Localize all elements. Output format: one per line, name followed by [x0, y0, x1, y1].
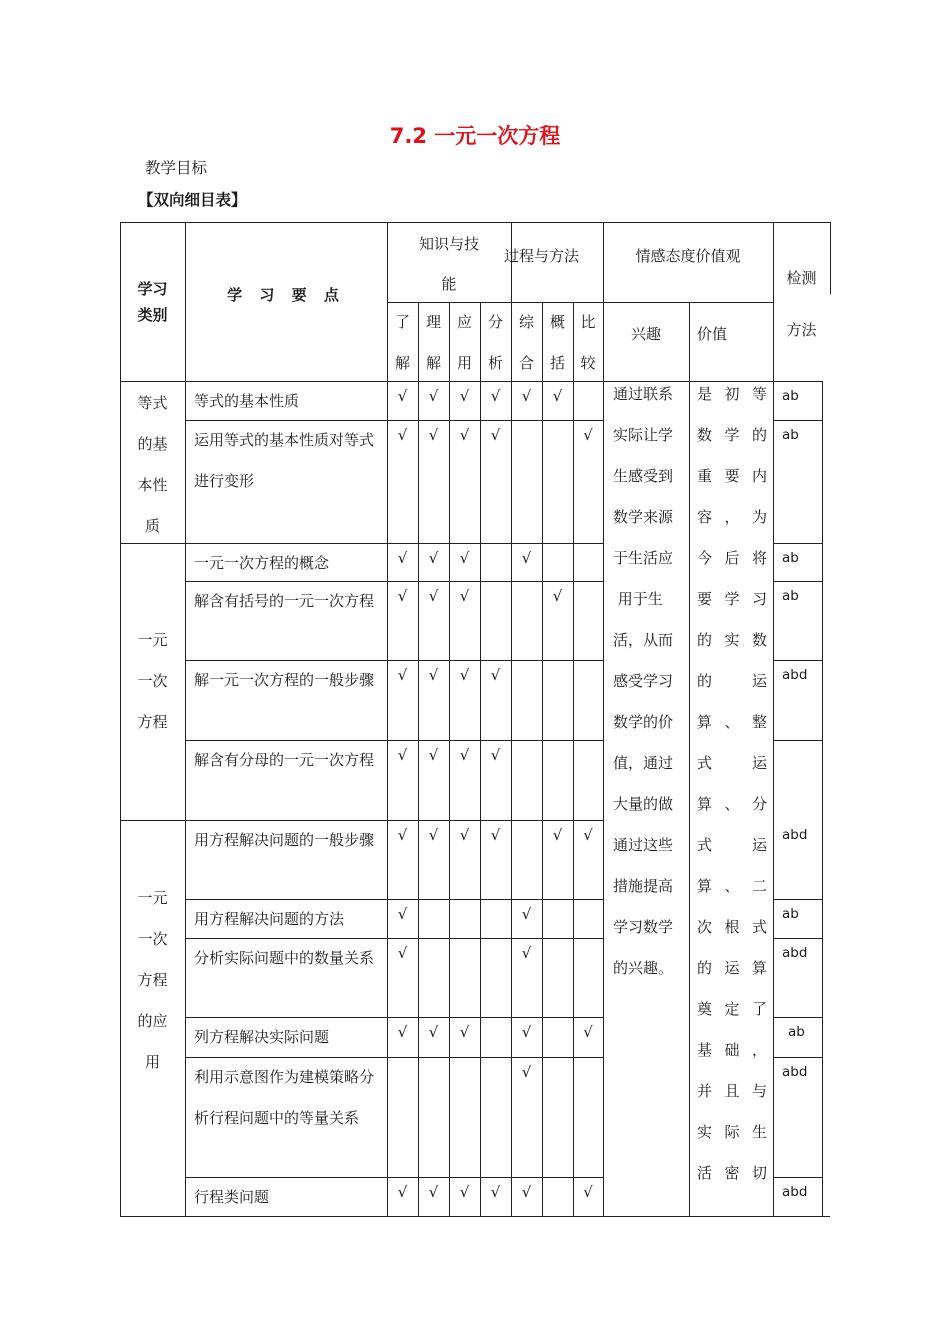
header-subcol-5 — [542, 302, 573, 381]
value-line — [697, 948, 767, 989]
check-mark: √ — [428, 1183, 439, 1201]
check-mark: √ — [552, 826, 563, 844]
interest-line: 生感受到 — [613, 467, 674, 485]
row-point-7 — [194, 899, 382, 938]
check-mark: √ — [397, 826, 408, 844]
check-mark: √ — [459, 1023, 470, 1041]
group-category-line: 一次 — [137, 930, 168, 948]
interest-line: 的兴趣。 — [613, 959, 674, 977]
value-char: 的 — [751, 426, 767, 444]
value-char: 与 — [751, 1082, 767, 1100]
check-mark: √ — [397, 387, 408, 405]
value-char: 次 — [697, 918, 713, 936]
table-rule — [603, 222, 604, 1217]
value-char: 是 — [697, 385, 713, 403]
value-char: 学 — [724, 590, 740, 608]
header-subcol-char: 析 — [487, 354, 503, 372]
row-check-9: ab — [788, 1024, 805, 1040]
row-point-10 — [194, 1057, 382, 1177]
interest-line: 学习数学 — [613, 918, 674, 936]
value-line — [697, 866, 767, 907]
row-check-4: abd — [782, 667, 808, 683]
header-subcol-char: 较 — [580, 354, 596, 372]
table-rule — [120, 1216, 830, 1217]
header-subcol-char: 合 — [518, 354, 534, 372]
row-point-4 — [194, 660, 382, 740]
table-rule — [773, 899, 822, 900]
header-interest: 兴趣 — [630, 325, 661, 343]
check-mark: √ — [428, 1023, 439, 1041]
check-mark: √ — [521, 1063, 532, 1081]
row-point-line: 进行变形 — [194, 472, 255, 490]
value-char: 整 — [751, 713, 767, 731]
table-rule — [773, 1057, 822, 1058]
value-char: 、 — [724, 795, 740, 813]
value-char: 实 — [724, 631, 740, 649]
table-rule — [773, 222, 830, 223]
value-char: 式 — [697, 836, 713, 854]
table-rule — [120, 543, 603, 544]
check-mark: √ — [490, 426, 501, 444]
value-char: 且 — [724, 1082, 740, 1100]
header-subcol-char: 括 — [549, 354, 565, 372]
value-char: 运 — [751, 672, 767, 690]
check-mark: √ — [490, 826, 501, 844]
check-mark: √ — [490, 1183, 501, 1201]
row-point-line: 用方程解决问题的方法 — [194, 910, 345, 928]
row-point-6 — [194, 820, 382, 899]
value-char: 等 — [751, 385, 767, 403]
row-point-line: 利用示意图作为建模策略分 — [194, 1068, 375, 1086]
header-knowledge-line: 知识与技 — [418, 235, 479, 253]
check-mark: √ — [583, 1183, 593, 1201]
interest-line: 数学来源 — [613, 508, 674, 526]
value-char: 、 — [724, 713, 740, 731]
row-check-6: abd — [782, 827, 808, 843]
row-point-3 — [194, 581, 382, 660]
table-rule — [773, 740, 822, 741]
row-point-8 — [194, 938, 382, 1017]
row-point-line: 解含有括号的一元一次方程 — [194, 592, 375, 610]
table-rule — [418, 302, 419, 1217]
row-point-line: 行程类问题 — [194, 1188, 270, 1206]
group-category-0 — [120, 383, 185, 547]
table-rule — [185, 222, 186, 1217]
value-char: 为 — [751, 508, 767, 526]
value-char: 活 — [697, 1164, 713, 1182]
row-point-line: 用方程解决问题的一般步骤 — [194, 831, 375, 849]
value-char: 础 — [724, 1041, 740, 1059]
value-line — [697, 415, 767, 456]
value-char: 定 — [724, 1000, 740, 1018]
header-category-line: 类别 — [137, 306, 168, 324]
header-subcol-char: 应 — [456, 313, 472, 331]
value-char: 初 — [724, 385, 740, 403]
table-rule — [511, 222, 512, 1217]
check-mark: √ — [428, 387, 439, 405]
check-mark: √ — [521, 905, 532, 923]
value-line — [697, 784, 767, 825]
value-char: 奠 — [697, 1000, 713, 1018]
header-subcol-char: 解 — [425, 354, 441, 372]
value-char: 重 — [697, 467, 713, 485]
header-subcol-char: 分 — [487, 313, 503, 331]
row-point-line: 解含有分母的一元一次方程 — [194, 751, 375, 769]
value-char: 分 — [751, 795, 767, 813]
header-subcol-6 — [573, 302, 603, 381]
check-mark: √ — [428, 826, 439, 844]
table-rule — [185, 660, 603, 661]
table-rule — [773, 420, 822, 421]
table-rule — [185, 420, 603, 421]
row-point-5 — [194, 740, 382, 820]
value-char: 密 — [724, 1164, 740, 1182]
header-subcol-1 — [418, 302, 449, 381]
value-char: ， — [751, 1041, 767, 1059]
check-mark: √ — [521, 1023, 532, 1041]
check-mark: √ — [459, 387, 470, 405]
value-char: 后 — [724, 549, 740, 567]
value-char — [724, 743, 739, 784]
section-label: 教学目标 — [145, 159, 208, 177]
header-process: 过程与方法 — [503, 247, 579, 265]
table-rule — [185, 1177, 603, 1178]
value-char: 数 — [697, 426, 713, 444]
interest-line: 通过这些 — [613, 836, 674, 854]
check-mark: √ — [397, 1023, 408, 1041]
value-char: 并 — [697, 1082, 713, 1100]
value-char: 根 — [724, 918, 740, 936]
value-line — [697, 1112, 767, 1153]
header-subcol-char: 综 — [518, 313, 534, 331]
check-mark: √ — [583, 426, 593, 444]
check-mark: √ — [428, 746, 439, 764]
interest-line: 值，通过 — [613, 754, 674, 772]
value-line — [697, 620, 767, 661]
check-mark: √ — [459, 826, 470, 844]
value-line — [697, 1153, 767, 1194]
row-check-10: abd — [782, 1064, 808, 1080]
header-subcol-char: 用 — [456, 354, 472, 372]
interest-text — [613, 374, 685, 989]
value-char: 的 — [697, 631, 713, 649]
interest-line: 大量的做 — [613, 795, 674, 813]
row-point-11 — [194, 1177, 382, 1216]
value-line — [697, 907, 767, 948]
value-text — [697, 374, 767, 1194]
header-subcol-3 — [480, 302, 511, 381]
check-mark: √ — [459, 666, 470, 684]
group-category-line: 一元 — [137, 631, 168, 649]
table-rule — [480, 302, 481, 1217]
group-category-line: 的应 — [137, 1012, 168, 1030]
table-rule — [773, 222, 774, 1217]
page-title: 7.2 一元一次方程 — [389, 124, 561, 148]
row-point-line: 一元一次方程的概念 — [194, 554, 330, 572]
row-point-2 — [194, 543, 382, 581]
value-char: 习 — [751, 590, 767, 608]
header-check — [773, 252, 830, 342]
check-mark: √ — [583, 1023, 593, 1041]
row-check-0: ab — [782, 388, 799, 404]
table-rule — [773, 581, 822, 582]
value-line — [697, 702, 767, 743]
table-rule — [185, 581, 603, 582]
table-rule — [773, 1177, 822, 1178]
row-check-3: ab — [782, 588, 799, 604]
header-subcol-char: 解 — [394, 354, 410, 372]
value-line — [697, 579, 767, 620]
group-category-1 — [120, 620, 185, 743]
interest-line: 于生活应 — [613, 549, 674, 567]
interest-line: 通过联系 — [613, 385, 674, 403]
header-check-line: 方法 — [786, 321, 817, 339]
row-point-0 — [194, 381, 382, 420]
check-mark: √ — [490, 387, 501, 405]
check-mark: √ — [459, 549, 470, 567]
check-mark: √ — [397, 426, 408, 444]
row-point-line: 解一元一次方程的一般步骤 — [194, 671, 375, 689]
header-subcol-4 — [511, 302, 542, 381]
row-check-2: ab — [782, 550, 799, 566]
table-caption: 【双向细目表】 — [138, 190, 247, 209]
value-char: 内 — [751, 467, 767, 485]
check-mark: √ — [459, 1183, 470, 1201]
group-category-line: 方程 — [137, 971, 168, 989]
interest-line: 用于生 — [613, 590, 663, 608]
value-char: 算 — [751, 959, 767, 977]
check-mark: √ — [552, 387, 563, 405]
table-rule — [120, 222, 121, 1217]
row-check-7: ab — [782, 906, 799, 922]
value-char: 要 — [724, 467, 740, 485]
value-line — [697, 1071, 767, 1112]
value-char: 算 — [697, 877, 713, 895]
header-subcol-char: 概 — [549, 313, 565, 331]
value-char: 基 — [697, 1041, 713, 1059]
value-char: 的 — [697, 672, 713, 690]
interest-line: 感受学习 — [613, 672, 674, 690]
check-mark: √ — [397, 666, 408, 684]
table-rule — [387, 222, 388, 1217]
row-point-line: 等式的基本性质 — [194, 392, 300, 410]
value-char: 今 — [697, 549, 713, 567]
table-rule — [185, 740, 603, 741]
value-char: ， — [724, 508, 740, 526]
check-mark: √ — [428, 587, 439, 605]
header-subcol-char: 了 — [394, 313, 410, 331]
header-value: 价值 — [697, 325, 728, 343]
row-point-1 — [194, 420, 382, 543]
check-mark: √ — [521, 549, 532, 567]
value-char: 的 — [697, 959, 713, 977]
group-category-2 — [120, 878, 185, 1083]
table-rule — [830, 222, 831, 294]
value-char: 运 — [751, 836, 767, 854]
table-rule — [185, 899, 603, 900]
header-category-line: 学习 — [137, 280, 168, 298]
value-char: 际 — [724, 1123, 740, 1141]
check-mark: √ — [428, 549, 439, 567]
group-category-line: 一元 — [137, 889, 168, 907]
interest-line: 措施提高 — [613, 877, 674, 895]
value-line — [697, 989, 767, 1030]
row-check-11: abd — [782, 1184, 808, 1200]
header-check-line: 检测 — [786, 269, 817, 287]
table-rule — [822, 381, 823, 1217]
value-char: 切 — [751, 1164, 767, 1182]
group-category-line: 本性 — [137, 476, 168, 494]
value-line — [697, 1030, 767, 1071]
check-mark: √ — [397, 944, 408, 962]
header-subcol-0 — [387, 302, 418, 381]
check-mark: √ — [490, 666, 501, 684]
check-mark: √ — [397, 1183, 408, 1201]
table-rule — [185, 1017, 603, 1018]
check-mark: √ — [490, 746, 501, 764]
value-char: 学 — [724, 426, 740, 444]
check-mark: √ — [459, 587, 470, 605]
check-mark: √ — [521, 387, 532, 405]
table-rule — [185, 1057, 603, 1058]
header-knowledge-line: 能 — [441, 275, 457, 293]
group-category-line: 方程 — [137, 713, 168, 731]
header-subcol-char: 理 — [425, 313, 441, 331]
row-point-line: 分析实际问题中的数量关系 — [194, 949, 375, 967]
value-char: 式 — [751, 918, 767, 936]
table-rule — [120, 381, 822, 382]
row-point-line: 析行程问题中的等量关系 — [194, 1109, 360, 1127]
table-rule — [185, 938, 603, 939]
value-char: 算 — [697, 713, 713, 731]
group-category-line: 的基 — [137, 435, 168, 453]
table-rule — [773, 938, 822, 939]
value-line — [697, 497, 767, 538]
header-subcol-char: 比 — [580, 313, 596, 331]
table-rule — [573, 302, 574, 1217]
table-rule — [603, 302, 773, 303]
table-rule — [120, 222, 773, 223]
group-category-line: 一次 — [137, 672, 168, 690]
table-rule — [689, 302, 690, 1217]
value-char — [724, 661, 739, 702]
check-mark: √ — [521, 944, 532, 962]
interest-line: 数学的价 — [613, 713, 674, 731]
check-mark: √ — [552, 587, 563, 605]
value-char: 了 — [751, 1000, 767, 1018]
row-check-1: ab — [782, 427, 799, 443]
check-mark: √ — [397, 587, 408, 605]
value-char: 实 — [697, 1123, 713, 1141]
check-mark: √ — [397, 549, 408, 567]
table-rule — [773, 660, 822, 661]
value-char: 将 — [751, 549, 767, 567]
value-char: 算 — [697, 795, 713, 813]
check-mark: √ — [397, 746, 408, 764]
value-char: 数 — [751, 631, 767, 649]
interest-line: 实际让学 — [613, 426, 674, 444]
group-category-line: 用 — [144, 1053, 160, 1071]
interest-line: 活，从而 — [613, 631, 674, 649]
value-char: 运 — [751, 754, 767, 772]
group-category-line: 等式 — [137, 394, 168, 412]
value-char: 容 — [697, 508, 713, 526]
table-rule — [387, 302, 603, 303]
check-mark: √ — [459, 746, 470, 764]
check-mark: √ — [459, 426, 470, 444]
header-emotion: 情感态度价值观 — [635, 247, 741, 265]
header-category — [120, 276, 185, 336]
table-rule — [773, 1017, 822, 1018]
check-mark: √ — [428, 426, 439, 444]
row-point-line: 运用等式的基本性质对等式 — [194, 431, 375, 449]
check-mark: √ — [428, 666, 439, 684]
value-char: 式 — [697, 754, 713, 772]
value-line — [697, 825, 767, 866]
value-line — [697, 661, 767, 702]
table-rule — [542, 302, 543, 1217]
value-char: 二 — [751, 877, 767, 895]
value-char: 要 — [697, 590, 713, 608]
check-mark: √ — [583, 826, 593, 844]
row-point-9 — [194, 1017, 382, 1057]
value-char — [724, 825, 739, 866]
check-mark: √ — [521, 1183, 532, 1201]
value-line — [697, 743, 767, 784]
row-point-line: 列方程解决实际问题 — [194, 1028, 330, 1046]
table-rule — [773, 543, 822, 544]
header-points: 学 习 要 点 — [227, 286, 345, 304]
value-char: 、 — [724, 877, 740, 895]
table-rule — [449, 302, 450, 1217]
value-char: 生 — [751, 1123, 767, 1141]
row-check-8: abd — [782, 945, 808, 961]
group-category-line: 质 — [144, 517, 160, 535]
value-line — [697, 456, 767, 497]
table-rule — [120, 820, 603, 821]
value-char: 运 — [724, 959, 740, 977]
value-line — [697, 538, 767, 579]
header-subcol-2 — [449, 302, 480, 381]
check-mark: √ — [397, 905, 408, 923]
